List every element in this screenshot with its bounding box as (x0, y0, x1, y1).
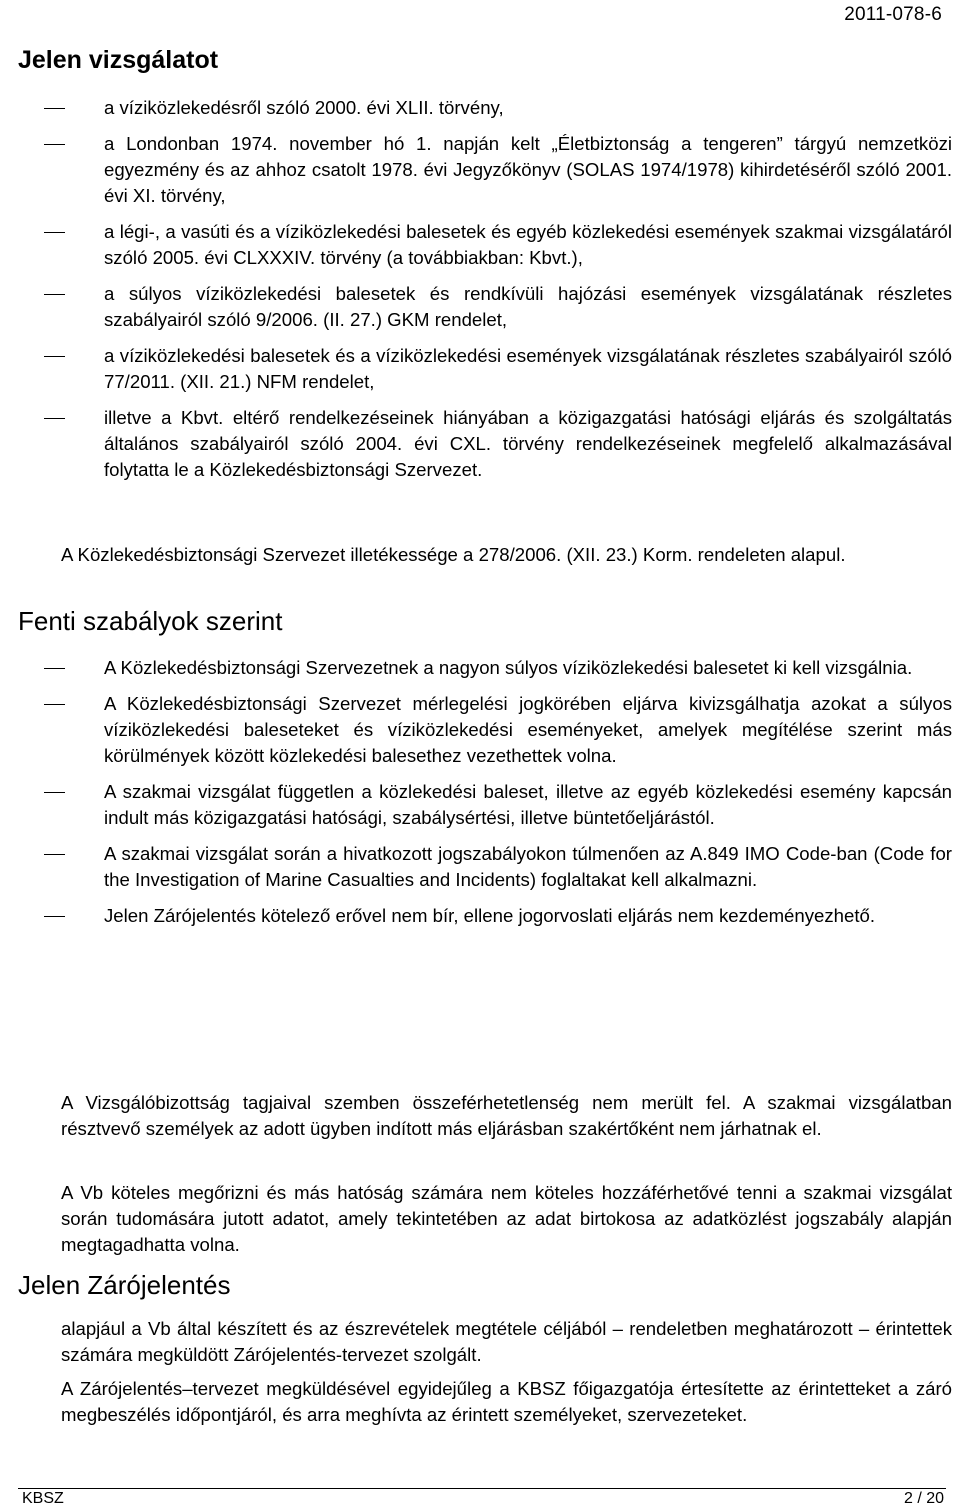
dash-bullet (44, 854, 65, 855)
dash-bullet (44, 294, 65, 295)
list-item (0, 691, 960, 769)
footer-page-number: 2 / 20 (903, 1490, 944, 1507)
dash-bullet (44, 144, 65, 145)
section-title-jelen-zarojelentes: Jelen Zárójelentés (18, 1270, 231, 1300)
list-item (0, 281, 960, 333)
list-item-text: a súlyos víziközlekedési balesetek és rendkívüli hajózási események vizsgálatának részletes szabályairól szóló 9/2006. (II. 27.) GKM rendelet, (104, 283, 952, 330)
list-item (0, 655, 960, 681)
footer-divider (18, 1488, 946, 1489)
rules-list (0, 655, 960, 939)
list-item-text: illetve a Kbvt. eltérő rendelkezéseinek hiányában a közigazgatási hatósági eljárás és szolgáltatás általános szabályairól szóló 2004. évi CXL. törvény rendelkezéseinek megfelelő alkalmazásával folytatta le a Közlekedésbiztonsági Szervezet. (104, 407, 952, 480)
list-item (0, 131, 960, 209)
list-item-text: a víziközlekedésről szóló 2000. évi XLII. törvény, (104, 97, 504, 118)
list-item (0, 903, 960, 929)
dash-bullet (44, 108, 65, 109)
section-title-fenti-szabalyok: Fenti szabályok szerint (18, 606, 283, 636)
jurisdiction-paragraph: A Közlekedésbiztonsági Szervezet illetékessége a 278/2006. (XII. 23.) Korm. rendeleten alapul. (61, 544, 846, 565)
list-item (0, 405, 960, 483)
list-item-text: a víziközlekedési balesetek és a víziközlekedési események vizsgálatának részletes szabályairól szóló 77/2011. (XII. 21.) NFM rendelet, (104, 345, 952, 392)
report-notification-paragraph: A Zárójelentés–tervezet megküldésével egyidejűleg a KBSZ főigazgatója értesítette az érintetteket a záró megbeszélés időpontjáról, és arra meghívta az érintett személyeket, szervezeteket. (61, 1378, 952, 1425)
list-item (0, 219, 960, 271)
list-item (0, 779, 960, 831)
list-item-text: A szakmai vizsgálat független a közlekedési baleset, illetve az egyéb közlekedési esemény kapcsán indult más közigazgatási hatósági, szabálysértési, illetve büntetőeljárástól. (104, 781, 952, 828)
report-basis-paragraph: alapjául a Vb által készített és az észrevételek megtétele céljából – rendeletben meghatározott – érintettek számára megküldött Zárójelentés-tervezet szolgált. (61, 1318, 952, 1365)
section-title-jelen-vizsgalatot: Jelen vizsgálatot (18, 46, 219, 74)
list-item-text: Jelen Zárójelentés kötelező erővel nem bír, ellene jogorvoslati eljárás nem kezdeményezhető. (104, 905, 876, 926)
dash-bullet (44, 916, 65, 917)
legal-basis-list (0, 95, 960, 493)
document-id: 2011-078-6 (844, 4, 942, 25)
conflict-of-interest-paragraph: A Vizsgálóbizottság tagjaival szemben összeférhetetlenség nem merült fel. A szakmai vizsgálatban résztvevő személyek az adott ügyben indított más eljárásban szakértőként nem járhatnak el. (61, 1092, 952, 1139)
dash-bullet (44, 704, 65, 705)
list-item-text: a Londonban 1974. november hó 1. napján kelt „Életbiztonság a tengeren” tárgyú nemzetközi egyezmény és az ahhoz csatolt 1978. évi Jegyzőkönyv (SOLAS 1974/1978) kihirdetéséről szóló 2001. évi XI. törvény, (104, 133, 952, 206)
dash-bullet (44, 668, 65, 669)
list-item (0, 95, 960, 121)
list-item-text: A Közlekedésbiztonsági Szervezetnek a nagyon súlyos víziközlekedési balesetet ki kell vizsgálnia. (104, 657, 913, 678)
footer-org: KBSZ (22, 1490, 64, 1507)
list-item-text: a légi-, a vasúti és a víziközlekedési balesetek és egyéb közlekedési események szakmai vizsgálatáról szóló 2005. évi CLXXXIV. törvény (a továbbiakban: Kbvt.), (104, 221, 952, 268)
list-item (0, 343, 960, 395)
dash-bullet (44, 356, 65, 357)
confidentiality-paragraph: A Vb köteles megőrizni és más hatóság számára nem köteles hozzáférhetővé tenni a szakmai vizsgálat során tudomására jutott adatot, amely tekintetében az adat birtokosa az adatközlést jogszabály alapján megtagadhatta volna. (61, 1182, 952, 1255)
list-item-text: A Közlekedésbiztonsági Szervezet mérlegelési jogkörében eljárva kivizsgálhatja azokat a súlyos víziközlekedési baleseteket és víziközlekedési eseményeket, amelyek megítélése szerint más körülmények között közlekedési balesethez vezethettek volna. (104, 693, 952, 766)
list-item (0, 841, 960, 893)
dash-bullet (44, 418, 65, 419)
dash-bullet (44, 792, 65, 793)
list-item-text: A szakmai vizsgálat során a hivatkozott jogszabályokon túlmenően az A.849 IMO Code-ban (Code for the Investigation of Marine Casualties and Incidents) foglaltakat kell alkalmazni. (104, 843, 952, 890)
dash-bullet (44, 232, 65, 233)
